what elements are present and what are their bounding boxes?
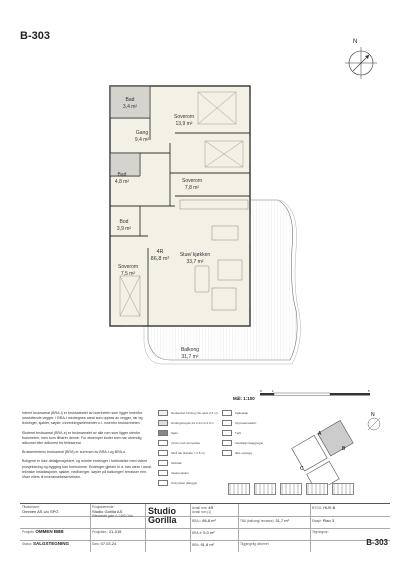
room-soverom1-name: Soverom: [173, 114, 195, 120]
legend-item: Nedsenket himling (Se tekst 2,5 m): [158, 410, 218, 416]
bra-e-label: BRA-e:: [192, 531, 203, 535]
room-bod-name: Bod: [119, 219, 129, 225]
building-thumbnail: [306, 483, 328, 495]
north-label: N: [353, 39, 358, 45]
tiltakshaver-label: Tiltakshaver:: [22, 505, 40, 509]
room-bad2-area: 4,8 m²: [114, 179, 130, 185]
prosjekterende-label: Prosjekterende:: [92, 505, 115, 509]
note-disclaimer: Boligene er ikke detaljprosjektert, og mindre endringer i forbindelse med videre prosjektering og bygging kan forekomme. Endringer gjelder bl.a. kan være i areal, tekniske installasjoner, sjakter, nedforinger, søyler på balkonger/ terrasser mm. Viser ellers til leveransebeskrivelsen.: [22, 459, 152, 480]
legend-item: Skrå tak (fraside = 2.5 m): [158, 450, 205, 456]
note-bra-i: Internt bruksareal (BRA-i) er bruksarealet av boenheten som ligger innenfor omsluttende vegger. I BRA-i medregnes areal som opptas av vegger, rør og ledninger, sjakter, søyler, innredningselementer o.l. innenfor bruksenheten.: [22, 411, 143, 426]
legend-item: Utstyrslast (tilleggs): [158, 480, 197, 486]
legend-swatch-icon: [158, 440, 168, 446]
room-bad1-name: Bad: [125, 97, 135, 103]
bra-i-label: BRA-i:: [192, 519, 202, 523]
scale-label: Mål: 1:100: [233, 396, 255, 401]
room-stue-area: 33,7 m²: [186, 259, 204, 265]
legend-item: Himlingshøyde fra 0,4m til 2,0 m: [158, 420, 214, 426]
legend-swatch-icon: [222, 410, 232, 416]
tilgang-label: Tilgjengelig utformet: [240, 542, 269, 546]
room-soverom2-name: Soverom: [181, 178, 203, 184]
room-soverom2-area: 7,8 m²: [184, 185, 200, 191]
keyplan-block-b: B: [342, 446, 346, 452]
keyplan-block-a: A: [318, 431, 322, 437]
legend-item: Sluk/tak: [158, 460, 182, 466]
area-notes: [22, 411, 152, 484]
title-block: [20, 503, 390, 551]
room-gang-name: Gang: [135, 130, 149, 136]
room-bad2-name: Bad: [117, 172, 127, 178]
legend-swatch-icon: [222, 450, 232, 456]
tiltakshaver-value: Ommen AS c/o SPG: [22, 509, 59, 514]
bygg-value: HUS B: [323, 505, 336, 510]
keyplan-block-c: C: [300, 466, 304, 472]
room-soverom3-area: 7,5 m²: [120, 271, 136, 277]
legend-swatch-icon: [158, 470, 168, 476]
scale-tick-5: 5: [368, 390, 370, 393]
room-lr-name: 4R: [156, 249, 164, 255]
status-value: SALGSTEGNING: [32, 541, 69, 546]
antall-rom-value: 4R: [208, 505, 214, 510]
prosjekt-label: Prosjekt:: [22, 530, 35, 534]
unit-title: B-303: [20, 30, 50, 42]
room-lr-area: 86,8 m²: [150, 256, 170, 262]
room-soverom1-area: 13,9 m²: [175, 121, 193, 127]
room-bod-area: 3,9 m²: [116, 226, 132, 232]
room-gang-area: 9,4 m²: [134, 137, 150, 143]
legend-item: Vindu med verneplate: [158, 440, 200, 446]
scale-tick-1: 1: [272, 390, 274, 393]
prosjekterende-address: Pilestredet gate 4, 0180 Oslo: [92, 514, 134, 518]
studio-gorilla-logo: Studio Gorilla: [148, 506, 177, 525]
legend-swatch-icon: [158, 420, 168, 426]
prosjekterende-value: Studio Gorilla AS: [92, 509, 123, 514]
legend-item: Ventilasjonsaggregat: [222, 440, 263, 446]
dato-value: 07.03.24: [100, 541, 117, 546]
legend-swatch-icon: [158, 480, 168, 486]
legend-item: Sjakt: [158, 430, 178, 436]
legend-item: Vaskemaskin: [158, 470, 189, 476]
etasje-value: Plan 3: [322, 518, 335, 523]
legend-item: Ikke opplegg: [222, 450, 252, 456]
room-stue-name: Stue/ kjøkken: [179, 252, 211, 258]
prosjektnr-value: 21-015: [108, 529, 122, 534]
keyplan-north-label: N: [371, 412, 375, 418]
legend: [158, 410, 278, 490]
floor-plan: [100, 78, 400, 398]
building-thumbnail: [254, 483, 276, 495]
building-thumbnail: [332, 483, 354, 495]
bra-value: 91,8 m²: [200, 542, 215, 547]
building-thumbnail: [228, 483, 250, 495]
tba-value: 31,7 m²: [275, 518, 289, 523]
key-plan: [278, 410, 388, 485]
legend-swatch-icon: [222, 440, 232, 446]
bygg-label: BYGG:: [312, 506, 323, 510]
prosjekt-value: OMMEN BBB: [35, 529, 64, 534]
antall-rom-sub: Antall rom (1): [192, 510, 212, 514]
drawing-number: B-303: [366, 538, 388, 547]
scale-tick-0: 0: [260, 390, 262, 393]
dato-label: Dato:: [92, 542, 100, 546]
room-bad1-area: 3,4 m²: [122, 104, 138, 110]
bra-i-value: 86,8 m²: [202, 518, 216, 523]
building-thumbnails: [228, 483, 388, 497]
bra-label: BRA:: [192, 543, 200, 547]
legend-swatch-icon: [222, 420, 232, 426]
prosjektnr-label: Prosjektnr.:: [92, 530, 108, 534]
legend-swatch-icon: [158, 460, 168, 466]
note-bra: Bruksenhetens bruksareal (BRA) er summen av BRA-i og BRA-e.: [22, 450, 127, 455]
antall-rom-label: Antall rom:: [192, 506, 208, 510]
room-balkong-area: 31,7 m²: [181, 354, 199, 360]
etasje-label: Etasje:: [312, 519, 322, 523]
status-label: Status:: [22, 542, 32, 546]
note-bra-e: Eksternt bruksareal (BRA-e) er bruksarealet av alle rom som ligger utenfor boenheten, men som tilhører denne. For eksempel boder som har utvendig adkomst eller adkomst fra fellesareal.: [22, 430, 142, 446]
legend-swatch-icon: [158, 450, 168, 456]
building-thumbnail: [280, 483, 302, 495]
legend-item: Oppvaskmaskin: [222, 420, 256, 426]
tegningsnr-label: Tegningsnr.:: [312, 530, 330, 534]
bra-e-value: 5,0 m²: [203, 530, 215, 535]
tba-label: TBA (balkong/ terrasse):: [240, 519, 275, 523]
room-balkong-name: Balkong: [180, 347, 200, 353]
legend-swatch-icon: [158, 430, 168, 436]
legend-item: Kjøleskap: [222, 410, 248, 416]
room-soverom3-name: Soverom: [117, 264, 139, 270]
legend-item: Tørk: [222, 430, 241, 436]
legend-swatch-icon: [158, 410, 168, 416]
legend-swatch-icon: [222, 430, 232, 436]
